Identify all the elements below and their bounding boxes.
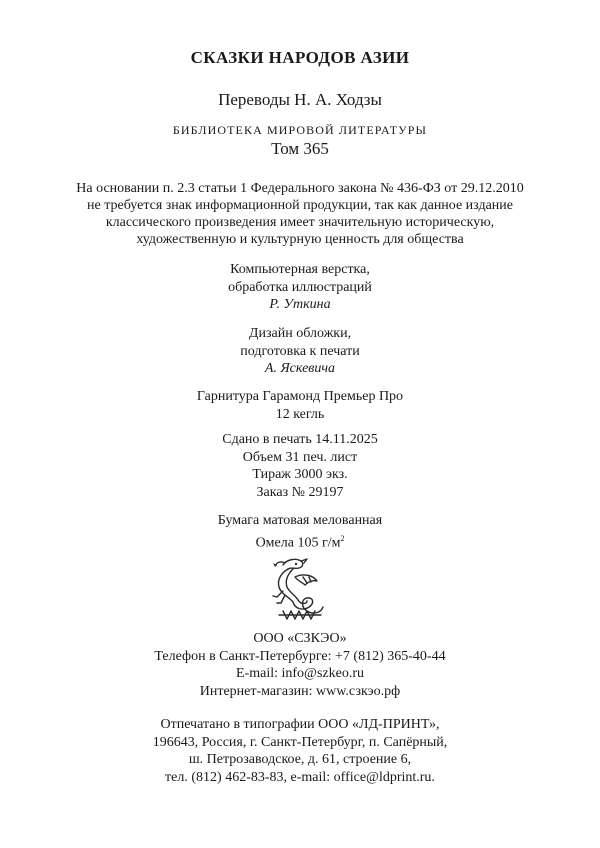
publisher-info	[0, 630, 600, 700]
publisher-email: E-mail: info@szkeo.ru	[236, 666, 364, 681]
legal-notice-line: классического произведения имеет значительную историческую,	[105, 215, 495, 230]
series-name: БИБЛИОТЕКА МИРОВОЙ ЛИТЕРАТУРЫ	[172, 123, 428, 137]
print-details: Сдано в печать 14.11.2025 Объем 31 печ. лист Тираж 3000 экз. Заказ № 29197	[222, 432, 378, 500]
paper-weight: Омела 105 $г/м^2$	[255, 533, 345, 551]
typography-info: Гарнитура Гарамонд Премьер Про 12 кегль	[196, 389, 404, 422]
volume-number: Том 365	[271, 139, 329, 158]
cover-credit: Дизайн обложки, подготовка к печати А. Яскевича	[0, 325, 600, 378]
translator-credit: Переводы Н. А. Ходзы	[218, 90, 382, 109]
legal-notice-line: На основании п. 2.3 статьи 1 Федерального закона № 436-ФЗ от 29.12.2010	[76, 181, 524, 196]
layout-credit: Компьютерная верстка, обработка иллюстраций Р. Уткина	[0, 261, 600, 314]
publisher-phone: Телефон в Санкт-Петербурге: +7 (812) 365-40-44	[154, 648, 446, 664]
book-title: СКАЗКИ НАРОДОВ АЗИИ	[190, 48, 410, 67]
legal-notice-line: не требуется знак информационной продукции, так как данное издание	[86, 198, 513, 213]
publisher-shop: Интернет-магазин: www.сзкэо.рф	[199, 683, 401, 699]
legal-notice-line: художественную и культурную ценность для общества	[136, 232, 464, 247]
publisher-name: ООО «СЗКЭО»	[253, 631, 347, 646]
cover-person: А. Яскевича	[264, 361, 336, 376]
printer-info: Отпечатано в типографии ООО «ЛД-ПРИНТ», 196643, Россия, г. Санкт-Петербург, п. Сапёрный, ш. Петрозаводское, д. 61, строение 6, тел. (812) 462-83-83, e-mail: office@ldprint.ru.	[152, 717, 448, 785]
dragon-emblem-icon	[263, 555, 337, 625]
legal-notice	[0, 180, 600, 248]
layout-person: Р. Уткина	[269, 297, 331, 312]
paper-info: Бумага матовая мелованная Омела 105 $г/м^2$	[0, 512, 600, 552]
